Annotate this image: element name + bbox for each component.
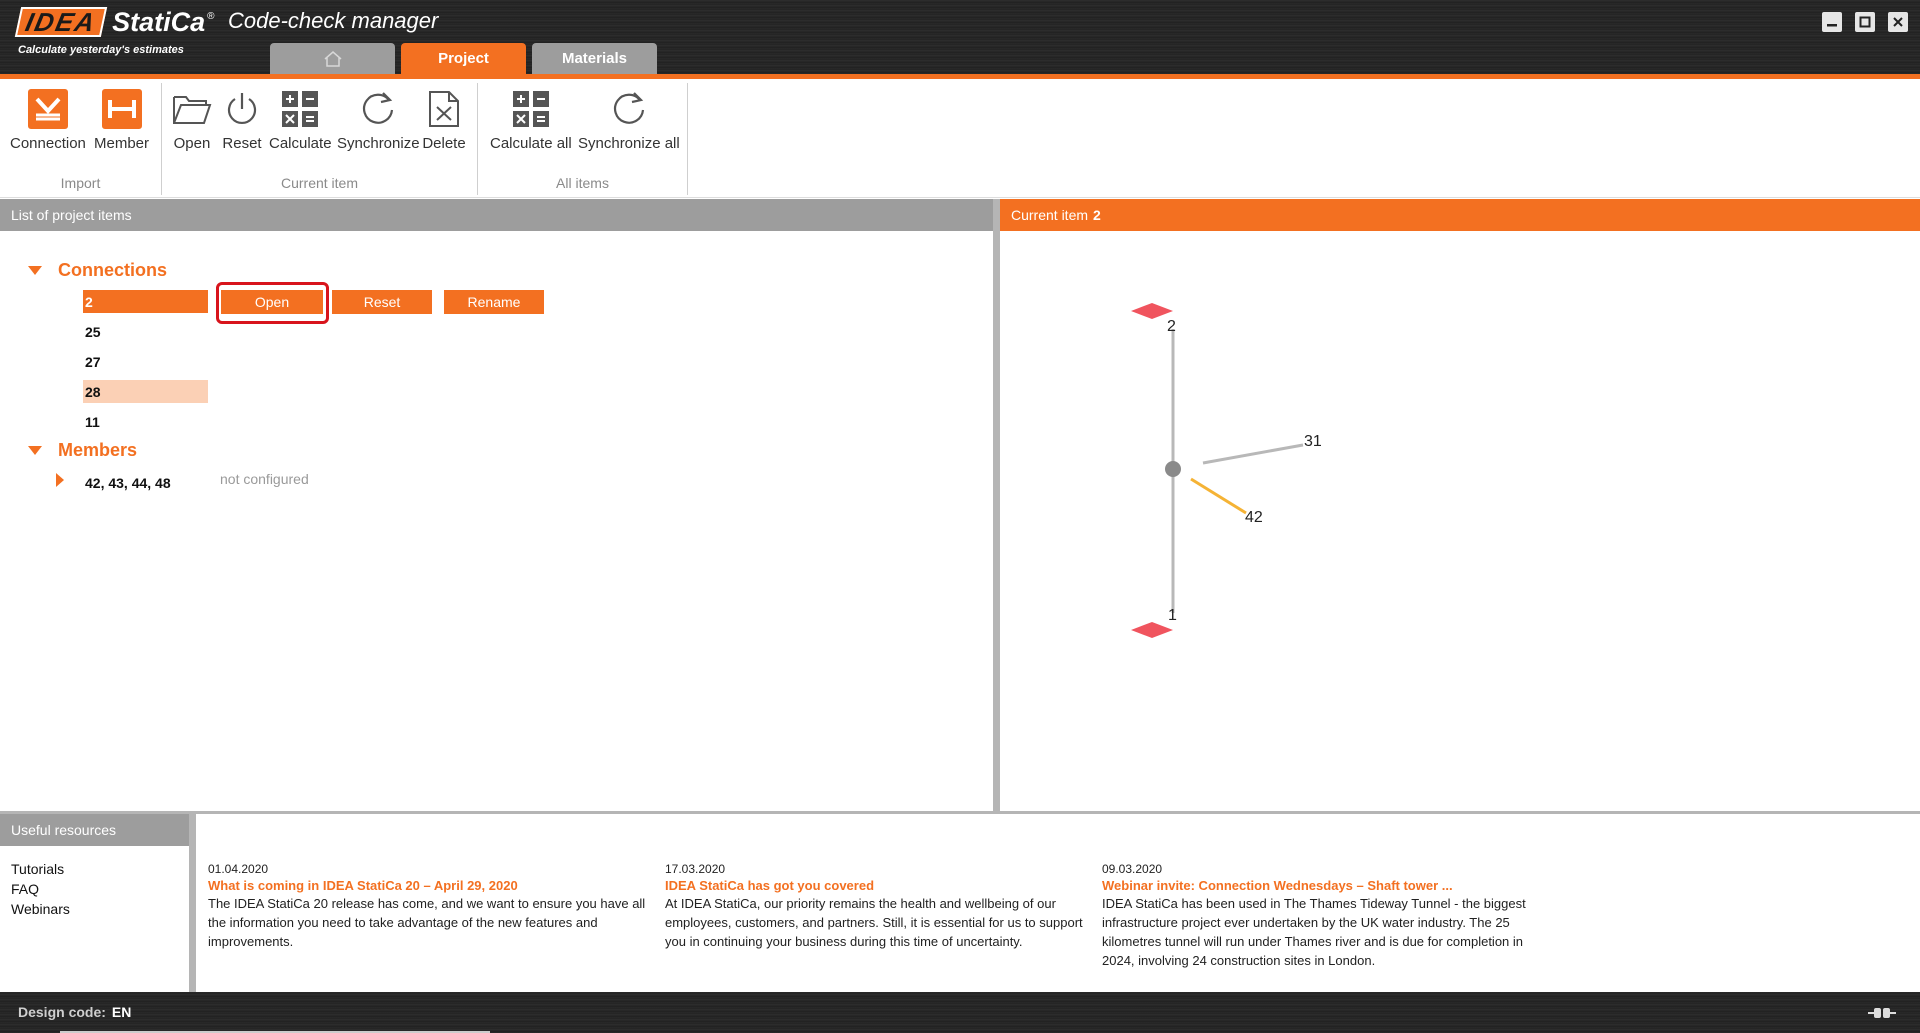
import-connection-label: Connection <box>10 135 86 152</box>
open-button[interactable] <box>170 87 214 152</box>
ribbon-group-label: All items <box>556 175 609 191</box>
current-item-value: 2 <box>1093 207 1101 223</box>
resources-panel <box>0 846 189 992</box>
home-icon <box>323 50 343 68</box>
app-title: Code-check manager <box>228 8 439 33</box>
item-open-button[interactable]: Open <box>221 290 323 314</box>
label-node-top: 2 <box>1167 318 1176 335</box>
connection-diagram[interactable] <box>1000 231 1920 811</box>
import-member-label: Member <box>94 135 150 152</box>
import-member-button[interactable] <box>94 87 149 152</box>
item-rename-button[interactable]: Rename <box>444 290 544 314</box>
news-date: 17.03.2020 <box>665 862 726 876</box>
support-top <box>1131 303 1173 319</box>
close-icon <box>1892 16 1904 28</box>
label-member-42: 42 <box>1245 509 1263 526</box>
connection-plug-icon <box>1868 1007 1896 1019</box>
connection-item-28[interactable]: 28 <box>83 380 208 403</box>
calculate-button[interactable] <box>269 87 332 152</box>
tab-project[interactable]: Project <box>401 43 526 74</box>
tab-materials[interactable]: Materials <box>532 43 657 74</box>
connection-item-2[interactable]: 2 <box>83 290 208 313</box>
design-code-label: Design code: <box>18 1004 106 1020</box>
support-bottom <box>1131 622 1173 638</box>
news-date: 01.04.2020 <box>208 862 269 876</box>
refresh-icon <box>359 90 397 128</box>
synchronize-all-button[interactable] <box>578 87 680 152</box>
open-highlight-box <box>216 282 329 324</box>
tree-category-members[interactable] <box>28 440 137 461</box>
resources-splitter[interactable] <box>189 814 196 992</box>
news-item <box>1102 862 1532 970</box>
delete-label: Delete <box>422 135 466 152</box>
reset-button[interactable] <box>220 87 264 152</box>
design-code-value: EN <box>111 1004 132 1020</box>
ribbon-group-label: Import <box>60 175 101 191</box>
synchronize-all-label: Synchronize all <box>578 135 680 152</box>
ribbon-group-label: Current item <box>280 175 359 191</box>
project-items-panel <box>0 231 993 811</box>
webinars-link[interactable]: Webinars <box>11 901 70 917</box>
member-import-icon <box>102 89 142 129</box>
synchronize-label: Synchronize <box>337 135 420 152</box>
label-node-bottom: 1 <box>1168 607 1177 624</box>
news-item <box>665 862 1090 951</box>
app-tagline: Calculate yesterday's estimates <box>18 44 184 56</box>
expand-triangle-icon[interactable] <box>56 473 64 487</box>
open-label: Open <box>173 135 211 152</box>
connection-item-27[interactable]: 27 <box>85 353 101 370</box>
delete-button[interactable] <box>422 87 466 152</box>
news-text: The IDEA StatiCa 20 release has come, and we want to ensure you have all the information you need to take advantage of the new features and improvements. <box>208 896 646 949</box>
connection-preview-panel <box>1000 231 1920 811</box>
maximize-icon <box>1859 16 1871 28</box>
main-tabs <box>270 43 663 74</box>
import-connection-button[interactable] <box>10 87 86 152</box>
current-item-header <box>1000 199 1920 231</box>
beam-member-42 <box>1191 479 1246 513</box>
tab-home[interactable] <box>270 43 395 74</box>
ribbon-toolbar <box>0 79 1920 198</box>
minimize-button[interactable] <box>1822 12 1842 32</box>
logo-statica: StatiCa <box>112 6 206 37</box>
panel-splitter[interactable] <box>993 199 1000 811</box>
folder-open-icon <box>172 91 212 127</box>
news-title-link[interactable]: What is coming in IDEA StatiCa 20 – April 29, 2020 <box>208 878 518 893</box>
calculator-icon <box>281 90 319 128</box>
reset-label: Reset <box>222 135 262 152</box>
collapse-triangle-icon[interactable] <box>28 266 42 275</box>
news-text: IDEA StatiCa has been used in The Thames Tideway Tunnel - the biggest infrastructure project ever undertaken by the UK water industry. The 25 kilometres tunnel will run under Thames river and is due for completion in 2024, involving 24 construction sites in London. <box>1102 896 1526 968</box>
beam-member-31 <box>1203 445 1303 463</box>
members-label: Members <box>58 440 138 460</box>
status-bar <box>0 992 1920 1033</box>
close-button[interactable] <box>1888 12 1908 32</box>
resources-header: Useful resources <box>0 814 189 846</box>
logo-idea: IDEA <box>15 7 108 37</box>
connection-item-25[interactable]: 25 <box>85 323 101 340</box>
window-controls <box>1809 12 1908 32</box>
maximize-button[interactable] <box>1855 12 1875 32</box>
connection-item-11[interactable]: 11 <box>85 413 100 430</box>
member-item[interactable]: 42, 43, 44, 48 <box>85 474 171 491</box>
item-reset-button[interactable]: Reset <box>332 290 432 314</box>
power-icon <box>223 90 261 128</box>
design-code <box>18 1004 131 1020</box>
news-panel <box>196 814 1920 992</box>
logo-registered: ® <box>207 10 215 22</box>
ribbon-group-current-item <box>162 83 478 195</box>
tree-category-connections[interactable] <box>28 260 167 281</box>
ribbon-group-import <box>0 83 162 195</box>
connections-label: Connections <box>58 260 168 280</box>
node-point <box>1165 461 1181 477</box>
current-item-prefix: Current item <box>1011 207 1089 223</box>
synchronize-button[interactable] <box>337 87 420 152</box>
calculate-all-button[interactable] <box>490 87 572 152</box>
project-items-header: List of project items <box>0 199 993 231</box>
faq-link[interactable]: FAQ <box>11 881 40 897</box>
delete-file-icon <box>428 90 460 128</box>
title-bar <box>0 0 1920 74</box>
label-member-31: 31 <box>1304 433 1322 450</box>
news-item <box>208 862 648 951</box>
connection-import-icon <box>28 89 68 129</box>
minimize-icon <box>1826 16 1838 28</box>
app-logo <box>18 6 215 38</box>
ribbon-group-all-items <box>478 83 688 195</box>
calculate-all-label: Calculate all <box>490 135 572 152</box>
calculator-icon <box>512 90 550 128</box>
refresh-icon <box>610 90 648 128</box>
news-title-link[interactable]: IDEA StatiCa has got you covered <box>665 878 875 893</box>
member-status: not configured <box>220 471 309 487</box>
news-title-link[interactable]: Webinar invite: Connection Wednesdays – Shaft tower ... <box>1102 878 1453 893</box>
calculate-label: Calculate <box>269 135 332 152</box>
tutorials-link[interactable]: Tutorials <box>11 861 65 877</box>
collapse-triangle-icon[interactable] <box>28 446 42 455</box>
news-text: At IDEA StatiCa, our priority remains the health and wellbeing of our employees, customers, and partners. Still, it is essential for us to support you in continuing your business during this time of uncertainty. <box>665 896 1083 949</box>
news-date: 09.03.2020 <box>1102 862 1163 876</box>
